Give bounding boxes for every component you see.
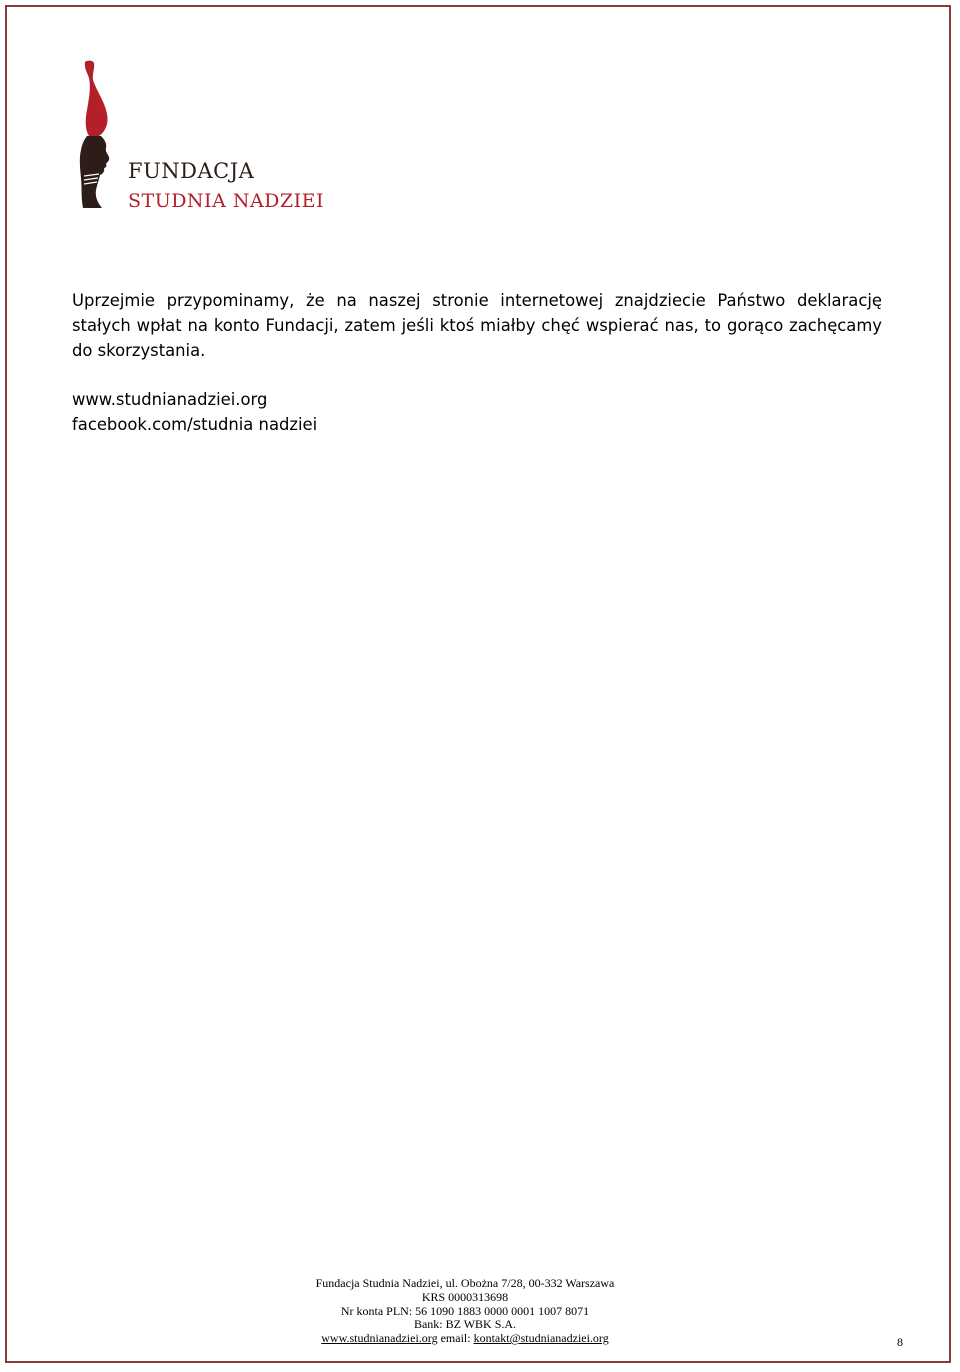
woman-carrying-pot-icon bbox=[75, 58, 125, 213]
logo-title-line2: STUDNIA NADZIEI bbox=[128, 190, 324, 212]
footer-account: Nr konta PLN: 56 1090 1883 0000 0001 1007 8071 bbox=[340, 1303, 590, 1318]
footer-email-link[interactable]: kontakt@studnianadziei.org bbox=[473, 1331, 609, 1346]
footer-bank: Bank: BZ WBK S.A. bbox=[413, 1317, 517, 1332]
page-footer bbox=[300, 1277, 630, 1346]
footer-email-label: email: bbox=[440, 1331, 471, 1346]
website-link[interactable]: www.studnianadziei.org bbox=[72, 390, 268, 409]
letter-body bbox=[72, 288, 882, 437]
footer-krs: KRS 0000313698 bbox=[421, 1289, 509, 1304]
foundation-logo bbox=[75, 58, 335, 218]
reminder-paragraph: Uprzejmie przypominamy, że na naszej stronie internetowej znajdziecie Państwo deklarację stałych wpłat na konto Fundacji, zatem jeśli ktoś miałby chęć wspierać nas, to gorąco zachęcamy do skorzystania. bbox=[72, 291, 882, 360]
facebook-link[interactable]: facebook.com/studnia nadziei bbox=[72, 415, 318, 434]
footer-website-link[interactable]: www.studnianadziei.org bbox=[321, 1331, 438, 1346]
contact-links bbox=[72, 387, 882, 437]
footer-contact bbox=[300, 1332, 630, 1346]
logo-title-line1: FUNDACJA bbox=[128, 159, 255, 183]
footer-address: Fundacja Studnia Nadziei, ul. Obożna 7/28, 00-332 Warszawa bbox=[315, 1276, 615, 1290]
page-number: 8 bbox=[897, 1335, 903, 1349]
